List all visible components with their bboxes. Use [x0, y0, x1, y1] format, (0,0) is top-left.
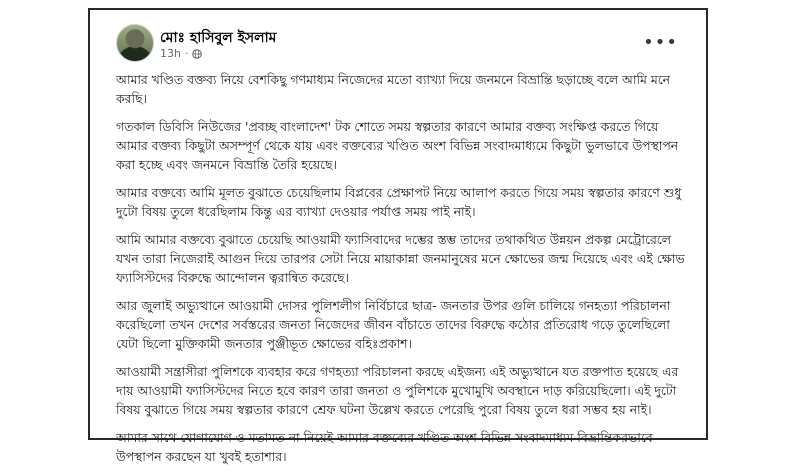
post-paragraph: আওয়ামী সন্ত্রাসীরা পুলিশকে ব্যবহার করে গণহত্যা পরিচালনা করছে এইজন্য এই অভ্যুত্থানে যত রক্তপাত হয়েছে এর দায় আওয়ামী ফ্যাসিস্টদের নিতে হবে কারণ তারা জনতা ও পুলিশকে মুখোমুখি অবস্থানে দাড় করিয়েছিলো। এই দুটো বিষয় বুঝাতে গিয়ে সময় স্বল্পতার কারণে শ্রেফ ঘটনা উল্লেখ করতে পেরেছি পুরো বিষয় তুলে ধরা সম্ভব হয় নাই।	[116, 364, 679, 417]
post-meta: 13h ·	[160, 47, 202, 60]
post-header	[116, 24, 686, 68]
post-paragraph: আমার সাথে যোগাযোগ ও মতামত না নিয়েই আমার বক্তব্যের খণ্ডিত অংশ বিভিন্ন সংবাদমাধ্যম বিভ্রান্তিকরভাবে উপস্থাপন করছেন যা খুবই হতাশার।	[116, 430, 653, 464]
post-text	[116, 70, 688, 475]
post-paragraph: আর জুলাই অভ্যুত্থানে আওয়ামী দোসর পুলিশলীগ নির্বিচারে ছাত্র- জনতার উপর গুলি চালিয়ে গনহত্যা পরিচালনা করেছিলো তখন দেশের সর্বস্তরের জনতা নিজেদের জীবন বাঁচাতে তাদের বিরুদ্ধে কঠোর প্রতিরোধ গড়ে তুলেছিলো যেটা ছিলো মুক্তিকামী জনতার পুঞ্জীভূত ক্ষোভের বহিঃপ্রকাশ।	[116, 298, 671, 351]
post-paragraph: আমার বক্তব্যে আমি মূলত বুঝাতে চেয়েছিলাম বিপ্লবের প্রেক্ষাপট নিয়ে আলাপ করতে গিয়ে সময় স্বল্পতার কারণে শুধু দুটো বিষয় তুলে ধরেছিলাম কিন্তু এর ব্যাখ্যা দেওয়ার পর্যাপ্ত সময় পাই নাই।	[116, 185, 682, 219]
avatar[interactable]	[116, 24, 154, 62]
post-paragraph: গতকাল ডিবিসি নিউজের 'প্রবচ্ছ বাংলাদেশ' টক শোতে সময় স্বল্পতার কারণে আমার বক্তব্য সংক্ষিপ্ত করতে গিয়ে আমার বক্তব্য কিছুটা অসম্পূর্ণ থেকে যায় এবং বক্তব্যের খণ্ডিত অংশ বিভিন্ন সংবাদমাধ্যমে কিছুটা ভুলভাবে উপস্থাপন করা হচ্ছে এবং জনমনে বিভ্রান্তি তৈরি হয়েছে।	[116, 119, 679, 172]
post-timestamp[interactable]: 13h	[160, 47, 181, 60]
more-options-icon[interactable]: •••	[643, 32, 678, 53]
post-paragraph: আমি আমার বক্তব্যে বুঝাতে চেয়েছি আওয়ামী ফ্যাসিবাদের দম্ভের স্তম্ভ তাদের তথাকথিত উন্নয়ন প্রকল্প মেট্রোরেলে যখন তারা নিজেরাই আগুন দিয়ে তারপর সেটা নিয়ে মায়াকান্না জনমানুষের মনে ক্ষোভের জন্ম দিয়েছে এবং এই ক্ষোভ ফ্যাসিস্টদের বিরুদ্ধে আন্দোলন ত্বরান্বিত করেছে।	[116, 232, 685, 285]
author-name[interactable]: মোঃ হাসিবুল ইসলাম	[160, 30, 277, 46]
post-paragraph: আমার খণ্ডিত বক্তব্য নিয়ে বেশকিছু গণমাধ্যম নিজেদের মতো ব্যাখ্যা দিয়ে জনমনে বিভ্রান্তি ছড়াচ্ছে বলে আমি মনে করছি।	[116, 72, 671, 106]
globe-icon	[192, 49, 202, 59]
facebook-post-card	[88, 8, 708, 464]
